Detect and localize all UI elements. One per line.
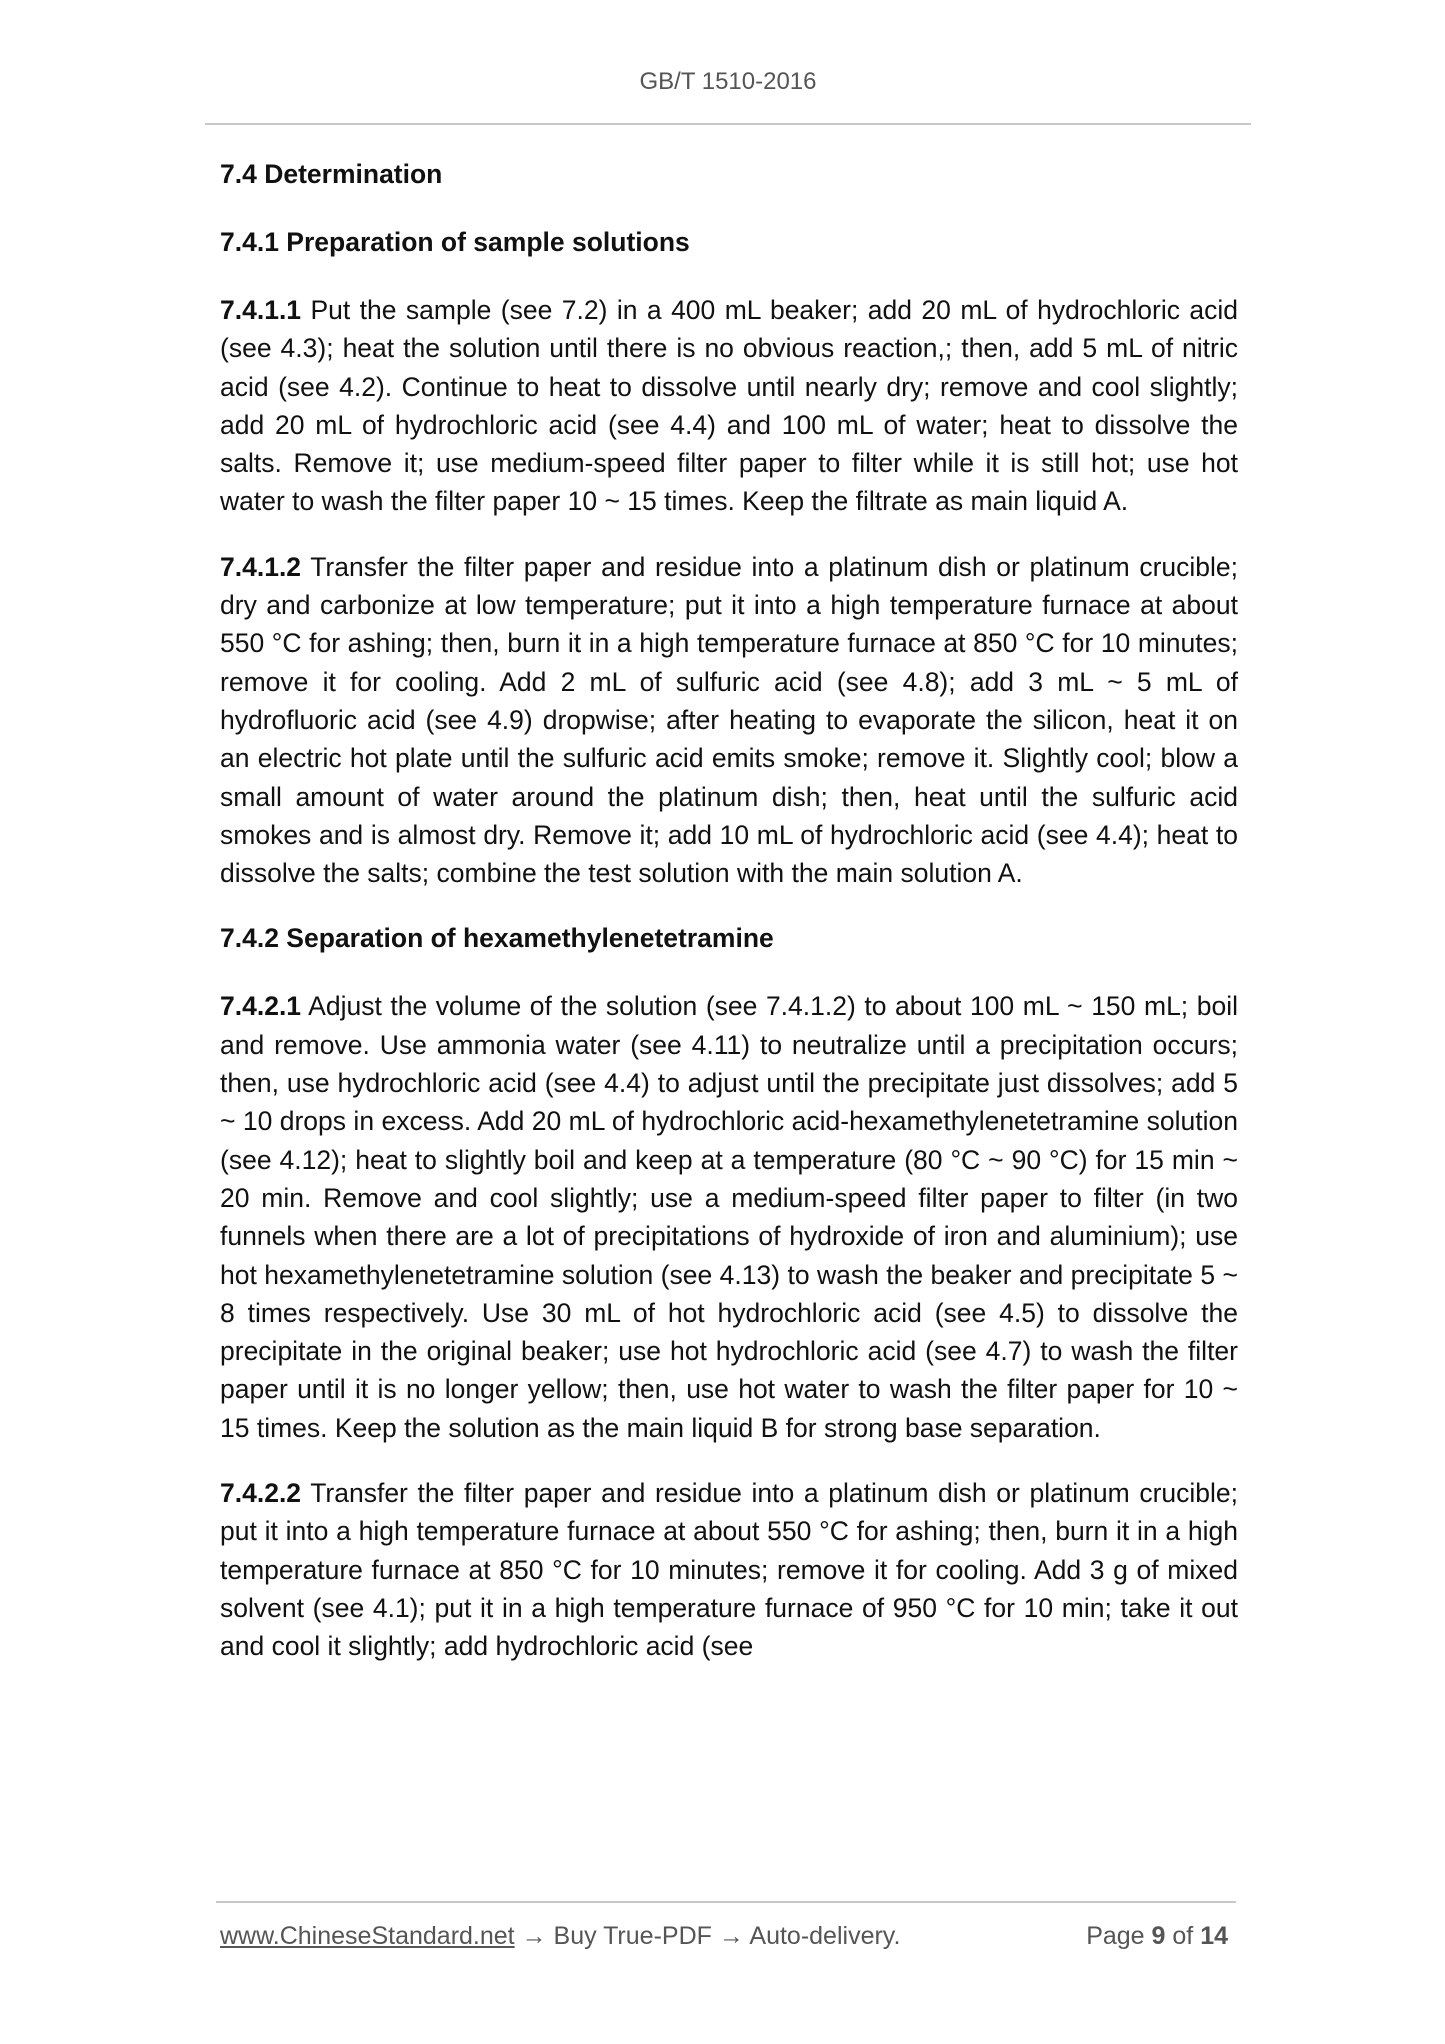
- paragraph-7-4-1-2: [220, 548, 1238, 893]
- section-heading-7-4-2: 7.4.2 Separation of hexamethylenetetramine: [220, 923, 774, 954]
- clause-number: 7.4.1.2: [220, 551, 302, 582]
- total-pages: 14: [1200, 1922, 1228, 1950]
- paragraph-7-4-2-1: [220, 987, 1238, 1447]
- page-label: Page: [1086, 1922, 1152, 1950]
- page-of-label: of: [1165, 1922, 1201, 1950]
- footer-tagline: → Buy True-PDF → Auto-delivery.: [514, 1922, 901, 1950]
- clause-number: 7.4.2.1: [220, 991, 302, 1022]
- website-link[interactable]: www.ChineseStandard.net: [220, 1922, 515, 1950]
- section-heading-7-4: 7.4 Determination: [220, 159, 443, 189]
- clause-text: Adjust the volume of the solution (see 7.4.1.2) to about 100 mL ~ 150 mL; boil and remove. Use ammonia water (see 4.11) to neutralize until a precipitation occurs; then, use hydrochloric acid (see 4.4) to adjust until the precipitate just dissolves; add 5 ~ 10 drops in excess. Add 20 mL of hydrochloric acid-hexamethylenetetramine solution (see 4.12); heat to slightly boil and keep at a temperature (80 °C ~ 90 °C) for 15 min ~ 20 min. Remove and cool slightly; use a medium-speed filter paper to filter (in two funnels when there are a lot of precipitations of hydroxide of iron and aluminium); use hot hexamethylenetetramine solution (see 4.13) to wash the beaker and precipitate 5 ~ 8 times respectively. Use 30 mL of hot hydrochloric acid (see 4.5) to dissolve the precipitate in the original beaker; use hot hydrochloric acid (see 4.7) to wash the filter paper until it is no longer yellow; then, use hot water to wash the filter paper for 10 ~ 15 times. Keep the solution as the main liquid B for strong base separation.: [220, 991, 1238, 1443]
- clause-text: Transfer the filter paper and residue into a platinum dish or platinum crucible; put it into a high temperature furnace at about 550 °C for ashing; then, burn it in a high temperature furnace at 850 °C for 10 minutes; remove it for cooling. Add 3 g of mixed solvent (see 4.1); put it in a high temperature furnace of 950 °C for 10 min; take it out and cool it slightly; add hydrochloric acid (see: [220, 1478, 1238, 1662]
- clause-text: Transfer the filter paper and residue into a platinum dish or platinum crucible; dry and carbonize at low temperature; put it into a high temperature furnace at about 550 °C for ashing; then, burn it in a high temperature furnace at 850 °C for 10 minutes; remove it for cooling. Add 2 mL of sulfuric acid (see 4.8); add 3 mL ~ 5 mL of hydrofluoric acid (see 4.9) dropwise; after heating to evaporate the silicon, heat it on an electric hot plate until the sulfuric acid emits smoke; remove it. Slightly cool; blow a small amount of water around the platinum dish; then, heat until the sulfuric acid smokes and is almost dry. Remove it; add 10 mL of hydrochloric acid (see 4.4); heat to dissolve the salts; combine the test solution with the main solution A.: [220, 551, 1238, 889]
- section-heading-7-4-1: 7.4.1 Preparation of sample solutions: [220, 227, 690, 257]
- paragraph-7-4-2-2: [220, 1474, 1238, 1665]
- footer-divider: [216, 1901, 1236, 1903]
- document-body: [220, 155, 1238, 1693]
- header-divider: [205, 123, 1251, 125]
- current-page: 9: [1151, 1922, 1166, 1950]
- clause-number: 7.4.1.1: [220, 295, 302, 325]
- running-header: GB/T 1510-2016: [639, 68, 817, 95]
- clause-text: Put the sample (see 7.2) in a 400 mL beaker; add 20 mL of hydrochloric acid (see 4.3); heat the solution until there is no obvious reaction,; then, add 5 mL of nitric acid (see 4.2). Continue to heat to dissolve until nearly dry; remove and cool slightly; add 20 mL of hydrochloric acid (see 4.4) and 100 mL of water; heat to dissolve the salts. Remove it; use medium-speed filter paper to filter while it is still hot; use hot water to wash the filter paper 10 ~ 15 times. Keep the filtrate as main liquid A.: [220, 295, 1238, 517]
- paragraph-7-4-1-1: [220, 291, 1238, 521]
- footer-promo: [220, 1922, 900, 1951]
- clause-number: 7.4.2.2: [220, 1478, 302, 1509]
- page-indicator: [1086, 1922, 1228, 1951]
